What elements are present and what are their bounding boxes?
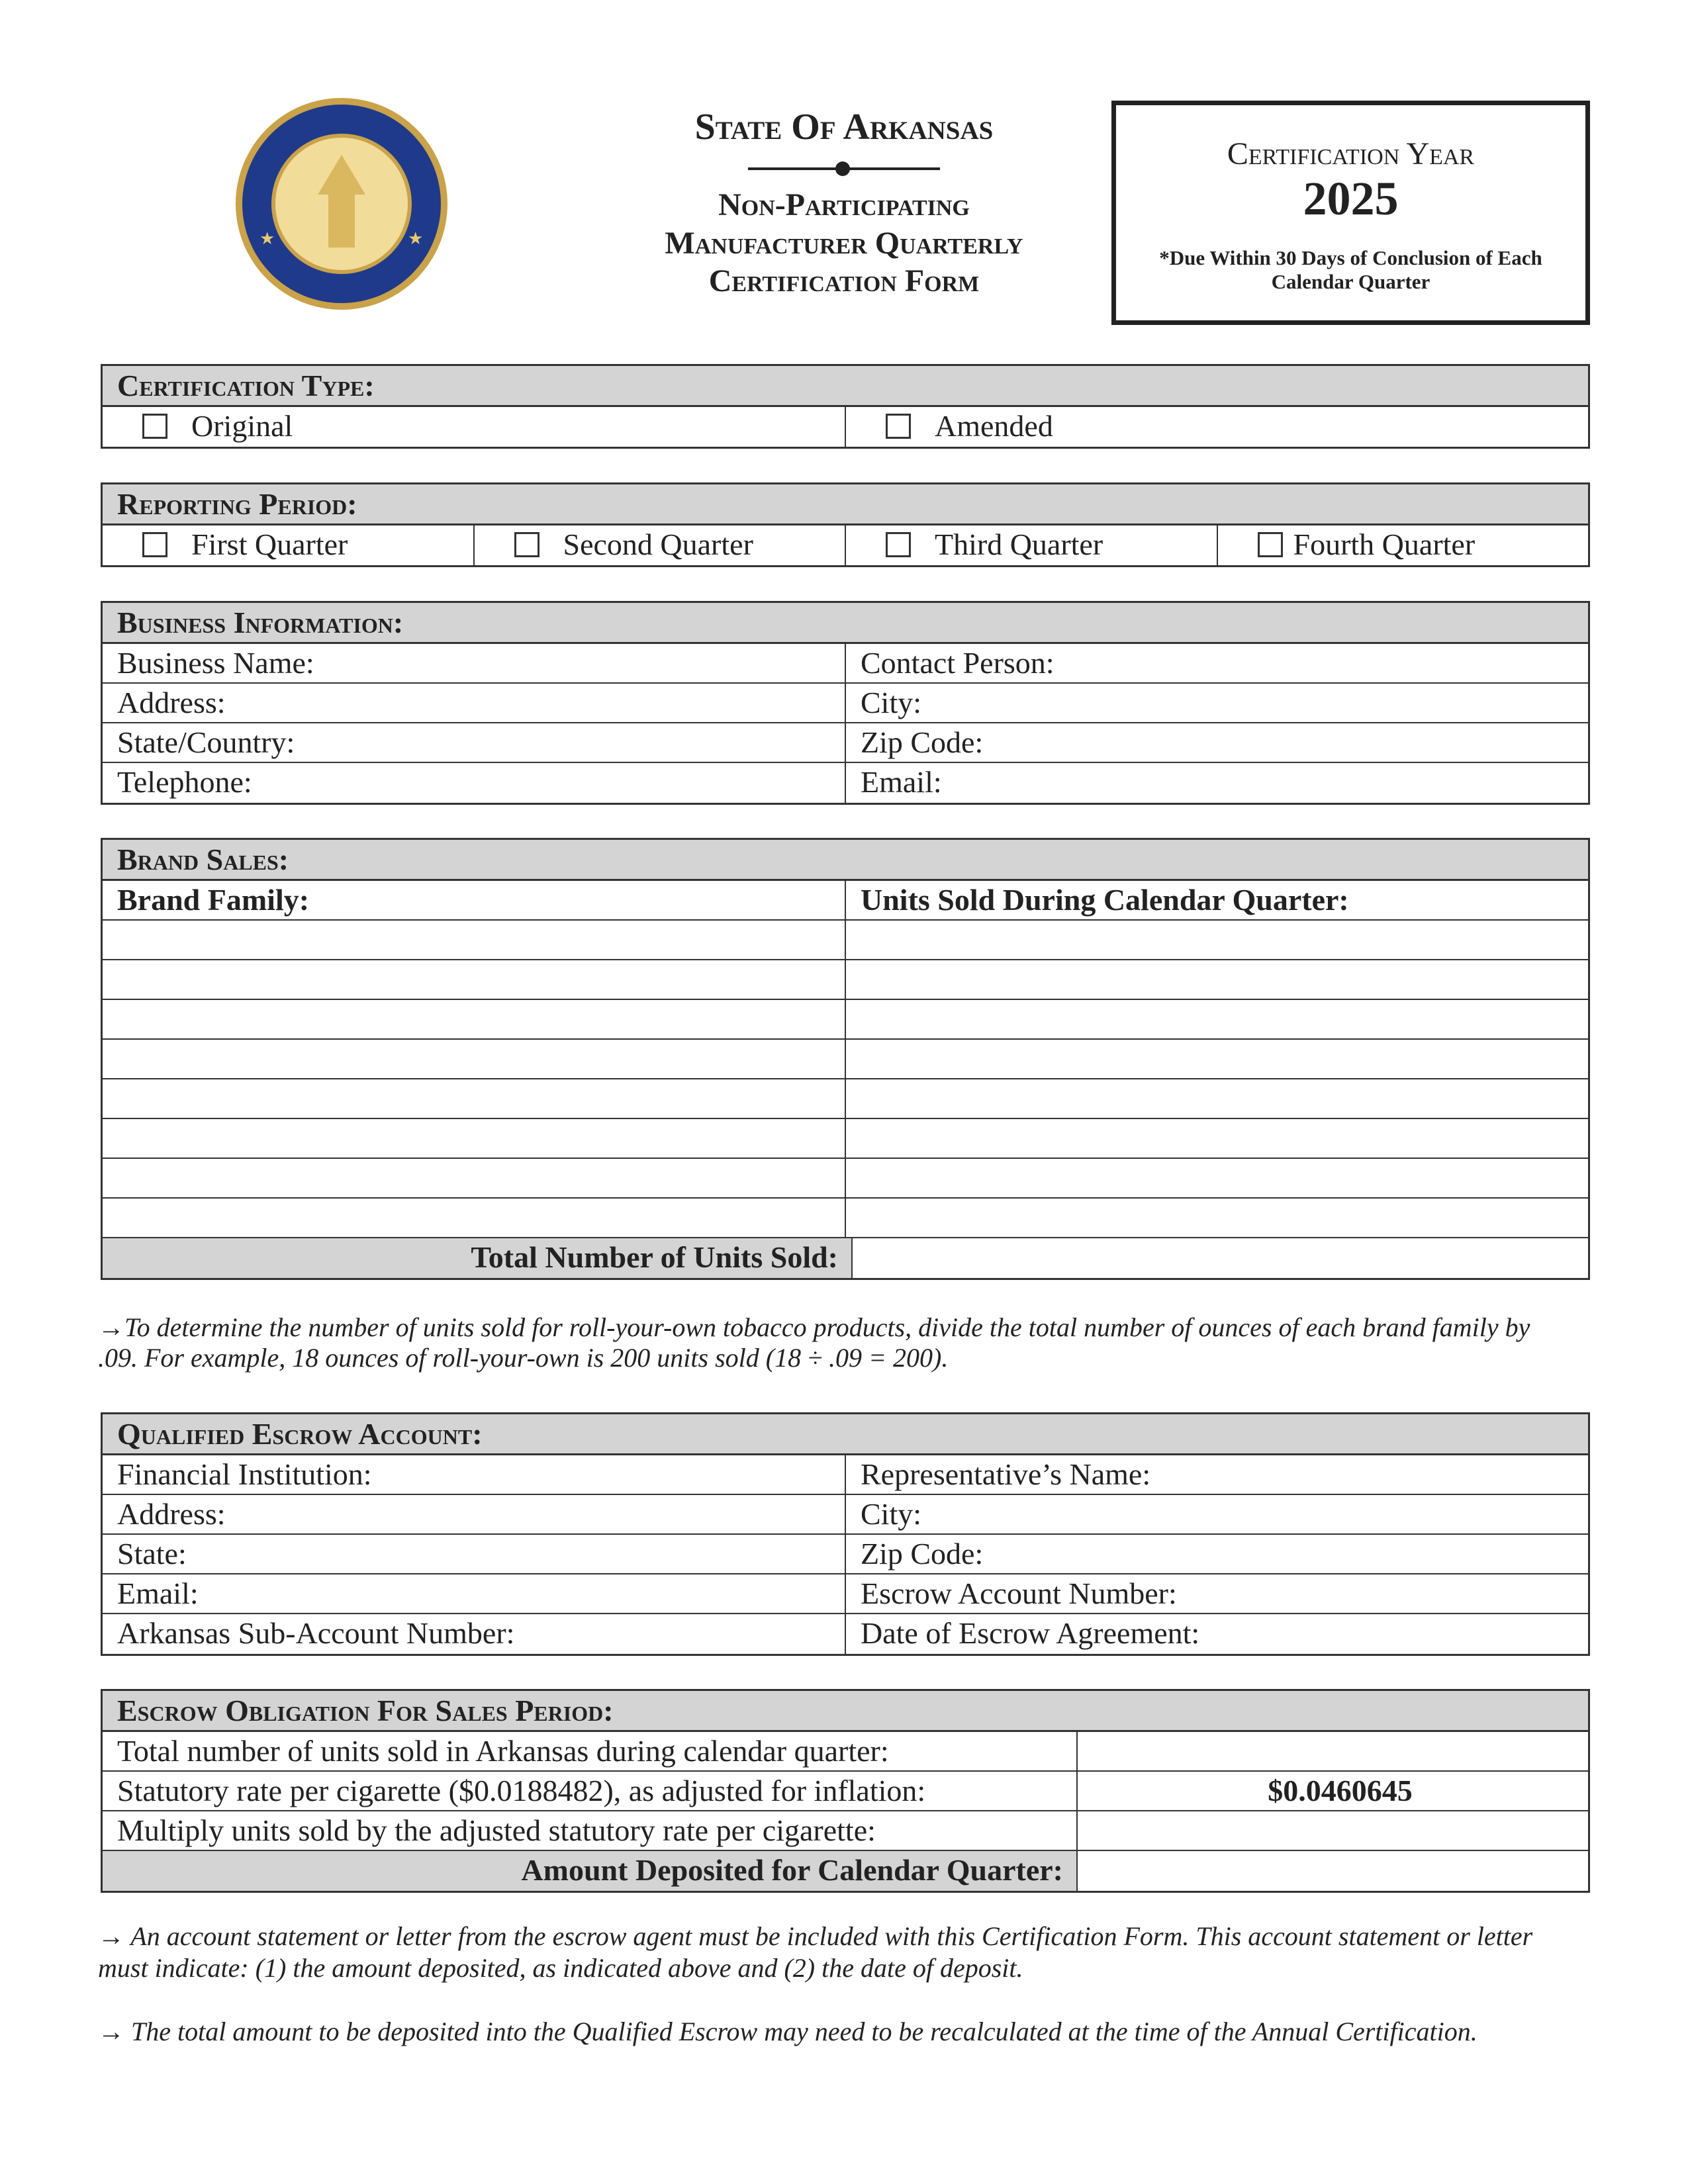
form-title-line-3: Certification Form <box>708 263 980 298</box>
checkbox[interactable] <box>142 414 167 439</box>
units-sold-input[interactable] <box>846 1119 1588 1158</box>
option-fourth-quarter[interactable] <box>1218 525 1589 565</box>
brand-family-input[interactable] <box>103 1000 846 1038</box>
checkbox[interactable] <box>1258 532 1283 557</box>
financial-institution-field[interactable]: Financial Institution: <box>103 1455 846 1494</box>
escrow-obligation-section <box>101 1689 1590 1893</box>
attorney-general-seal-logo <box>233 95 450 312</box>
escrow-email-field[interactable]: Email: <box>103 1574 846 1613</box>
units-sold-label: Total number of units sold in Arkansas during calendar quarter: <box>103 1732 1078 1770</box>
escrow-state-field[interactable]: State: <box>103 1535 846 1573</box>
reporting-period-section <box>101 482 1590 567</box>
section-header: Certification Type: <box>103 366 1588 407</box>
recalculation-note: → The total amount to be deposited into the Qualified Escrow may need to be recalculated at the time of the Annual Certification. <box>98 2017 1477 2046</box>
units-sold-header: Units Sold During Calendar Quarter: <box>861 883 1349 917</box>
checkbox[interactable] <box>514 532 539 557</box>
contact-person-field[interactable]: Contact Person: <box>861 646 1055 680</box>
brand-sales-row <box>103 1119 1588 1159</box>
qualified-escrow-section <box>101 1412 1590 1656</box>
state-title: State Of Arkansas <box>694 107 994 148</box>
amount-deposited-label: Amount Deposited for Calendar Quarter: <box>103 1851 1078 1891</box>
option-label: Third Quarter <box>935 527 1103 561</box>
statutory-rate-label: Statutory rate per cigarette ($0.0188482), as adjusted for inflation: <box>103 1772 1078 1810</box>
zip-code-field[interactable]: Zip Code: <box>861 725 984 759</box>
escrow-note-line-1: → An account statement or letter from the escrow agent must be included with this Certification Form. This account statement or letter <box>98 1921 1533 1951</box>
units-sold-input[interactable] <box>846 1159 1588 1197</box>
section-header: Reporting Period: <box>103 484 1588 525</box>
cert-year: 2025 <box>1303 172 1399 225</box>
option-amended[interactable] <box>846 407 1588 447</box>
email-field[interactable]: Email: <box>861 765 942 799</box>
checkbox[interactable] <box>886 414 911 439</box>
brand-sales-row <box>103 960 1588 1000</box>
units-sold-value[interactable] <box>1078 1732 1588 1770</box>
statutory-rate-value: $0.0460645 <box>1268 1774 1413 1807</box>
units-sold-input[interactable] <box>846 1199 1588 1237</box>
escrow-agreement-date-field[interactable]: Date of Escrow Agreement: <box>861 1616 1200 1650</box>
escrow-zip-field[interactable]: Zip Code: <box>861 1537 984 1570</box>
brand-sales-section <box>101 838 1590 1280</box>
address-field[interactable]: Address: <box>103 684 846 722</box>
option-first-quarter[interactable] <box>103 525 475 565</box>
total-units-input[interactable] <box>853 1238 1588 1278</box>
section-header: Escrow Obligation For Sales Period: <box>103 1691 1588 1732</box>
certification-year-box <box>1111 101 1590 325</box>
ryo-note-line-1: →To determine the number of units sold for roll-your-own tobacco products, divide the total number of ounces of each brand family by <box>98 1312 1530 1342</box>
checkbox[interactable] <box>886 532 911 557</box>
cert-year-label: Certification Year <box>1227 136 1475 171</box>
units-sold-input[interactable] <box>846 921 1588 959</box>
business-information-section <box>101 601 1590 805</box>
form-title-line-2: Manufacturer Quarterly <box>665 226 1023 261</box>
section-header: Business Information: <box>103 603 1588 644</box>
units-sold-input[interactable] <box>846 1000 1588 1038</box>
svg-text:★: ★ <box>259 229 275 248</box>
brand-family-input[interactable] <box>103 1199 846 1237</box>
option-label: Amended <box>935 409 1053 443</box>
brand-sales-row <box>103 921 1588 960</box>
option-label: Second Quarter <box>563 527 753 561</box>
option-original[interactable] <box>103 407 846 447</box>
brand-family-input[interactable] <box>103 1079 846 1118</box>
brand-family-input[interactable] <box>103 1159 846 1197</box>
escrow-account-number-field[interactable]: Escrow Account Number: <box>861 1576 1177 1610</box>
brand-family-input[interactable] <box>103 1040 846 1078</box>
due-note-1: *Due Within 30 Days of Conclusion of Each <box>1159 246 1542 269</box>
units-sold-input[interactable] <box>846 960 1588 999</box>
amount-deposited-input[interactable] <box>1078 1851 1588 1891</box>
form-title-line-1: Non-Participating <box>718 187 970 222</box>
certification-type-section <box>101 364 1590 449</box>
due-note-2: Calendar Quarter <box>1271 270 1430 293</box>
checkbox[interactable] <box>142 532 167 557</box>
telephone-field[interactable]: Telephone: <box>103 763 846 803</box>
state-country-field[interactable]: State/Country: <box>103 723 846 762</box>
brand-family-input[interactable] <box>103 921 846 959</box>
city-field[interactable]: City: <box>861 686 922 719</box>
brand-family-header: Brand Family: <box>103 881 846 919</box>
brand-family-input[interactable] <box>103 1119 846 1158</box>
svg-text:★: ★ <box>408 229 424 248</box>
option-third-quarter[interactable] <box>846 525 1218 565</box>
brand-sales-row <box>103 1040 1588 1079</box>
brand-family-input[interactable] <box>103 960 846 999</box>
units-sold-input[interactable] <box>846 1040 1588 1078</box>
escrow-city-field[interactable]: City: <box>861 1497 922 1531</box>
escrow-note-line-2: must indicate: (1) the amount deposited, as indicated above and (2) the date of deposit. <box>98 1953 1023 1983</box>
multiply-value[interactable] <box>1078 1811 1588 1850</box>
brand-sales-row <box>103 1159 1588 1199</box>
total-units-label: Total Number of Units Sold: <box>103 1238 853 1278</box>
section-header: Brand Sales: <box>103 840 1588 881</box>
ryo-note-line-2: .09. For example, 18 ounces of roll-your-own is 200 units sold (18 ÷ .09 = 200). <box>98 1343 949 1373</box>
option-second-quarter[interactable] <box>475 525 847 565</box>
brand-sales-row <box>103 1199 1588 1238</box>
section-header: Qualified Escrow Account: <box>103 1414 1588 1455</box>
brand-sales-row <box>103 1000 1588 1040</box>
option-label: First Quarter <box>191 527 348 561</box>
sub-account-number-field[interactable]: Arkansas Sub-Account Number: <box>103 1614 846 1654</box>
option-label: Fourth Quarter <box>1293 527 1476 561</box>
representative-name-field[interactable]: Representative’s Name: <box>861 1457 1151 1491</box>
units-sold-input[interactable] <box>846 1079 1588 1118</box>
multiply-label: Multiply units sold by the adjusted statutory rate per cigarette: <box>103 1811 1078 1850</box>
divider-ornament <box>835 161 850 176</box>
option-label: Original <box>191 409 293 443</box>
brand-sales-row <box>103 1079 1588 1119</box>
escrow-address-field[interactable]: Address: <box>103 1495 846 1533</box>
business-name-field[interactable]: Business Name: <box>103 644 846 682</box>
